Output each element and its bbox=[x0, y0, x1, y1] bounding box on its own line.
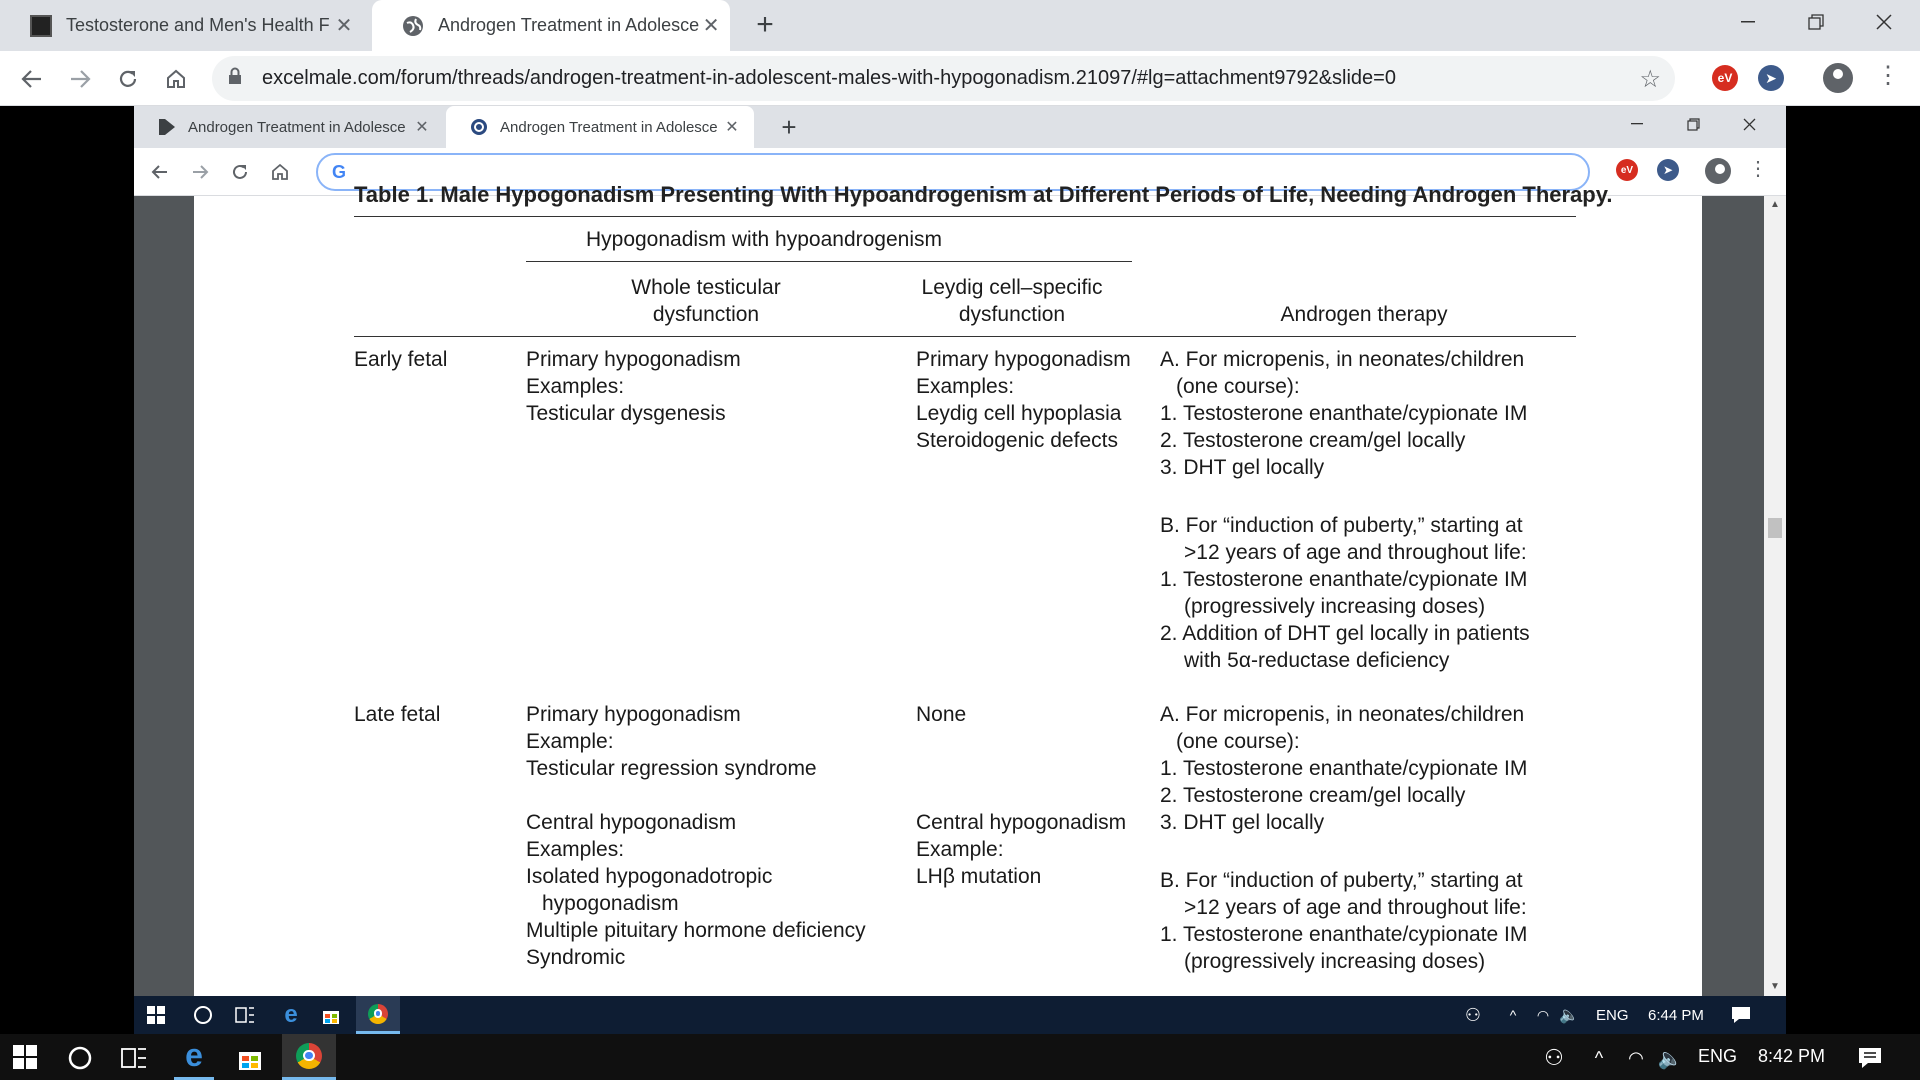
early-androgen-therapy: A. For micropenis, in neonates/children (one course): 1. Testosterone enanthate/cypionate IM 2. Testosterone cream/gel locally 3. DHT gel locally B. For “induction of puberty,” starting at >12 years of age and throughout life: 1. Testosterone enanthate/cypionate IM (progressively increasing doses) 2. Addition of DHT gel locally in patients with 5α-reductase deficiency bbox=[1160, 348, 1530, 672]
new-tab-button[interactable]: + bbox=[781, 112, 797, 142]
header-androgen-therapy: Androgen therapy bbox=[1280, 303, 1448, 326]
reload-button[interactable] bbox=[226, 158, 254, 186]
doc-icon bbox=[158, 118, 176, 136]
late-androgen-therapy: A. For micropenis, in neonates/children (one course): 1. Testosterone enanthate/cypionate IM 2. Testosterone cream/gel locally 3. DHT gel locally B. For “induction of puberty,” starting at >12 years of age and throughout life: 1. Testosterone enanthate/cypionate IM (progressively increasing doses) bbox=[1160, 703, 1528, 973]
inner-taskbar bbox=[134, 996, 1786, 1034]
close-icon[interactable]: ✕ bbox=[415, 119, 429, 136]
close-window-button[interactable] bbox=[1854, 0, 1914, 44]
edge-browser-icon[interactable]: e bbox=[284, 1001, 298, 1028]
edge-browser-icon[interactable]: e bbox=[174, 1034, 214, 1080]
chrome-taskbar-icon[interactable] bbox=[356, 996, 400, 1034]
home-button[interactable] bbox=[266, 158, 294, 186]
inner-tab-strip bbox=[134, 106, 1786, 148]
lock-icon bbox=[228, 67, 248, 90]
task-view-icon[interactable] bbox=[234, 1004, 256, 1026]
period-early-fetal: Early fetal bbox=[354, 348, 448, 371]
windows-start-icon[interactable] bbox=[146, 1005, 166, 1025]
restore-button[interactable] bbox=[1786, 0, 1846, 44]
google-icon: G bbox=[332, 162, 347, 182]
table-caption: Table 1. Male Hypogonadism Presenting With Hypoandrogenism at Different Periods of Life, Needing Androgen Therapy. bbox=[354, 182, 1613, 207]
group-rule bbox=[526, 261, 1132, 262]
ev-extension-icon[interactable]: eV bbox=[1616, 159, 1638, 181]
notification-center-icon[interactable] bbox=[1730, 1004, 1752, 1026]
people-icon[interactable]: ⚇ bbox=[1544, 1045, 1564, 1070]
store-icon[interactable] bbox=[236, 1044, 264, 1072]
back-button[interactable] bbox=[14, 61, 50, 97]
tab-title: Androgen Treatment in Adolesce bbox=[438, 15, 700, 35]
task-view-icon[interactable] bbox=[120, 1044, 148, 1072]
close-window-button[interactable] bbox=[1724, 106, 1774, 142]
notification-center-icon[interactable] bbox=[1856, 1044, 1884, 1072]
tab-androgen-treatment[interactable] bbox=[372, 0, 730, 51]
inner-tab-pdf[interactable] bbox=[134, 106, 444, 148]
clock[interactable]: 8:42 PM bbox=[1758, 1046, 1826, 1066]
cortana-search-icon[interactable] bbox=[66, 1044, 94, 1072]
cursor-extension-icon[interactable]: ➤ bbox=[1657, 159, 1679, 181]
ev-extension-icon[interactable]: eV bbox=[1712, 65, 1738, 91]
cortana-search-icon[interactable] bbox=[192, 1004, 214, 1026]
outer-taskbar bbox=[0, 1034, 1920, 1080]
late-whole-testicular: Primary hypogonadism Example: Testicular regression syndrome Central hypogonadism Examples: Isolated hypogonadotropic hypogonadism Multiple pituitary hormone deficiency Syndromic bbox=[526, 703, 866, 969]
chevron-up-icon[interactable]: ^ bbox=[1509, 1007, 1517, 1023]
forward-button[interactable] bbox=[186, 158, 214, 186]
url-text: excelmale.com/forum/threads/androgen-treatment-in-adolescent-males-with-hypogonadism.21097/#lg=attachment9792&slide=0 bbox=[262, 67, 1396, 89]
minimize-button[interactable] bbox=[1612, 106, 1662, 142]
cursor-extension-icon[interactable]: ➤ bbox=[1758, 65, 1784, 91]
new-tab-button[interactable]: + bbox=[756, 8, 774, 41]
header-group: Hypogonadism with hypoandrogenism bbox=[585, 228, 943, 251]
header-leydig-cell: Leydig cell–specific dysfunction bbox=[921, 276, 1103, 326]
windows-start-icon[interactable] bbox=[12, 1044, 38, 1070]
bookmark-star-icon[interactable]: ☆ bbox=[1639, 66, 1661, 93]
restore-button[interactable] bbox=[1668, 106, 1718, 142]
chrome-menu-icon[interactable]: ⋮ bbox=[1748, 158, 1768, 180]
video-thumbnail-icon bbox=[30, 15, 52, 37]
volume-icon[interactable]: 🔈 bbox=[1657, 1047, 1683, 1070]
scrollbar-thumb[interactable] bbox=[1768, 518, 1782, 538]
wifi-icon[interactable]: ◠ bbox=[1628, 1047, 1644, 1068]
forward-button[interactable] bbox=[62, 61, 98, 97]
close-icon[interactable]: ✕ bbox=[725, 119, 739, 136]
early-whole-testicular: Primary hypogonadism Examples: Testicular dysgenesis bbox=[526, 348, 741, 425]
tab-title: Androgen Treatment in Adolesce bbox=[188, 118, 406, 136]
globe-icon bbox=[402, 15, 424, 37]
back-button[interactable] bbox=[146, 158, 174, 186]
profile-avatar[interactable] bbox=[1823, 63, 1853, 93]
volume-icon[interactable]: 🔈 bbox=[1559, 1007, 1579, 1024]
tab-title: Testosterone and Men's Health F bbox=[66, 15, 330, 35]
document-page bbox=[194, 182, 1702, 996]
inner-tab-androgen[interactable] bbox=[446, 106, 754, 148]
clock[interactable]: 6:44 PM bbox=[1648, 1007, 1704, 1024]
profile-avatar[interactable] bbox=[1705, 158, 1731, 184]
early-leydig-cell: Primary hypogonadism Examples: Leydig cell hypoplasia Steroidogenic defects bbox=[916, 348, 1131, 452]
language-indicator[interactable]: ENG bbox=[1596, 1007, 1629, 1024]
site-icon bbox=[470, 118, 488, 136]
period-late-fetal: Late fetal bbox=[354, 703, 441, 726]
outer-tab-strip bbox=[0, 0, 1920, 51]
late-leydig-cell: None Central hypogonadism Example: LHβ mutation bbox=[916, 703, 1127, 888]
minimize-button[interactable] bbox=[1718, 0, 1778, 44]
table-top-rule bbox=[354, 216, 1576, 217]
people-icon[interactable]: ⚇ bbox=[1464, 1004, 1482, 1025]
reload-button[interactable] bbox=[110, 61, 146, 97]
close-icon[interactable]: ✕ bbox=[335, 15, 353, 37]
header-whole-testicular: Whole testicular dysfunction bbox=[631, 276, 781, 326]
scroll-up-arrow-icon[interactable]: ▲ bbox=[1770, 199, 1780, 210]
vertical-scrollbar[interactable] bbox=[1764, 196, 1786, 996]
tab-title: Androgen Treatment in Adolesce bbox=[500, 118, 718, 136]
tab-testosterone-forum[interactable] bbox=[0, 0, 370, 51]
chrome-menu-icon[interactable]: ⋮ bbox=[1876, 62, 1900, 89]
scroll-down-arrow-icon[interactable]: ▼ bbox=[1770, 981, 1780, 992]
wifi-icon[interactable]: ◠ bbox=[1536, 1006, 1550, 1023]
store-icon[interactable] bbox=[320, 1004, 342, 1026]
header-rule bbox=[354, 336, 1576, 337]
address-bar[interactable] bbox=[212, 56, 1675, 101]
chevron-up-icon[interactable]: ^ bbox=[1594, 1047, 1604, 1068]
language-indicator[interactable]: ENG bbox=[1698, 1046, 1738, 1066]
home-button[interactable] bbox=[158, 61, 194, 97]
chrome-taskbar-icon[interactable] bbox=[282, 1034, 336, 1080]
inner-browser-window bbox=[134, 106, 1786, 996]
close-icon[interactable]: ✕ bbox=[702, 15, 720, 37]
outer-toolbar bbox=[0, 51, 1920, 106]
